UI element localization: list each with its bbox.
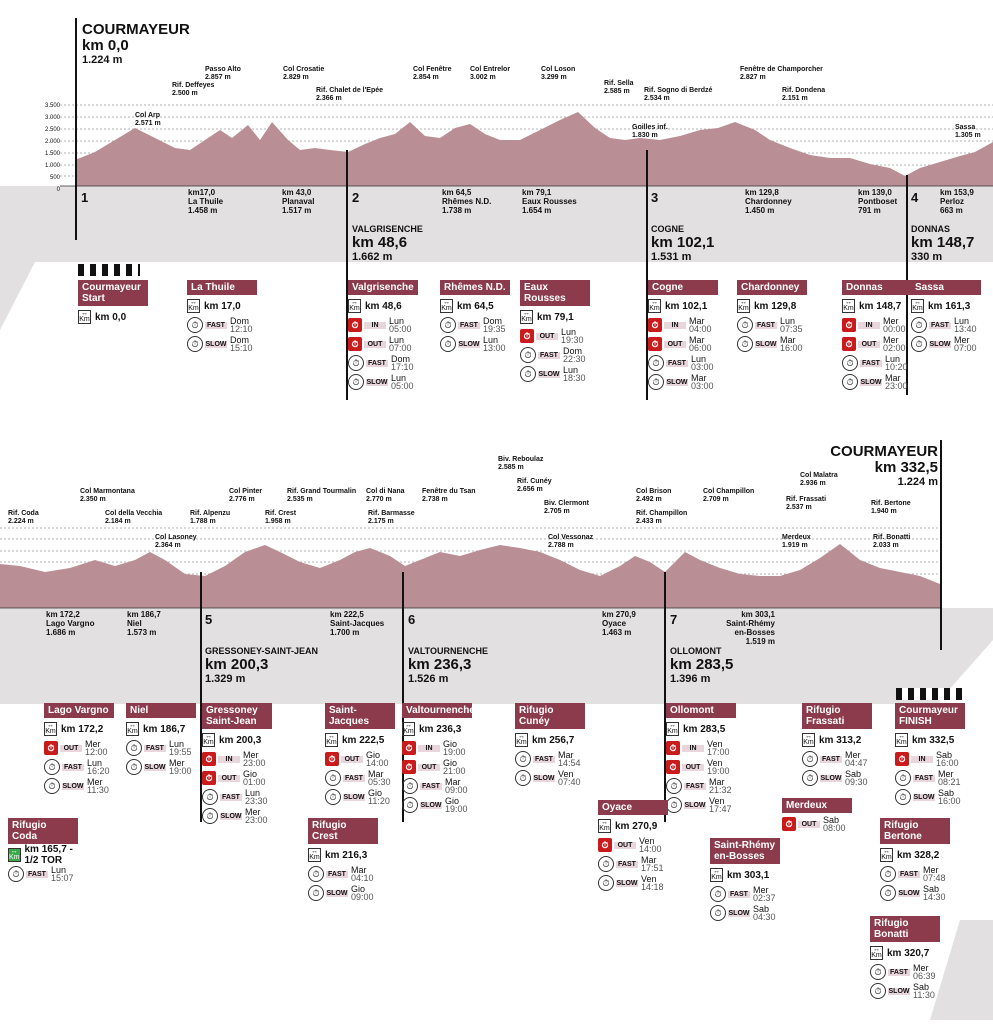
time-row: ⏱ SLOW Mar 23:00 xyxy=(842,374,912,390)
time-row: ⏱ FAST Dom 17:10 xyxy=(348,355,418,371)
checkpoint-title: Courmayeur Start xyxy=(78,280,148,306)
km-row: ↔ Km km 256,7 xyxy=(516,733,575,746)
stage-header: OLLOMONT km 283,5 1.396 m xyxy=(670,646,734,685)
time-row: ⏱ IN Gio 19:00 xyxy=(402,740,472,756)
stopwatch-icon: ⏱ xyxy=(520,366,536,382)
time-row: ⏱ FAST Lun 03:00 xyxy=(648,355,718,371)
distance-icon: ↔ Km xyxy=(649,299,660,312)
peak-label: Rif. Crest 1.958 m xyxy=(265,510,297,525)
checkpoint-card xyxy=(325,703,395,805)
stopwatch-icon: ⏱ xyxy=(666,797,682,813)
checkpoint-title: Niel xyxy=(126,703,196,718)
time-row: ⏱ SLOW Lun 18:30 xyxy=(520,366,590,382)
time-row: ⏱ OUT Gio 01:00 xyxy=(202,770,272,786)
checkpoint-card xyxy=(348,280,418,390)
time-row: ⏱ OUT Gio 21:00 xyxy=(402,759,472,775)
time-row: ⏱ SLOW Lun 05:00 xyxy=(348,374,418,390)
place-label: km 139,0 Pontboset 791 m xyxy=(858,188,898,215)
time-row: ⏱ FAST Lun 07:35 xyxy=(737,317,807,333)
peak-label: Rif. Dondena 2.151 m xyxy=(782,87,826,102)
checkpoint-title: Saint-Rhémy en-Bosses xyxy=(710,838,780,864)
peak-label: Rif. Sogno di Berdzé 2.534 m xyxy=(644,87,713,102)
time-row: ⏱ IN Ven 17:00 xyxy=(666,740,736,756)
stopwatch-icon: ⏱ xyxy=(308,885,324,901)
stopwatch-icon: ⏱ xyxy=(895,770,911,786)
time-row: ⏱ IN Mer 23:00 xyxy=(202,751,272,767)
checkpoint-title: Merdeux xyxy=(782,798,852,813)
stopwatch-icon: ⏱ xyxy=(187,317,203,333)
finish-flag xyxy=(896,688,962,700)
start-header: COURMAYEUR km 0,0 1.224 m xyxy=(82,21,190,66)
checkpoint-title: Lago Vargno xyxy=(44,703,114,718)
time-row: ⏱ FAST Dom 12:10 xyxy=(187,317,257,333)
checkpoint-title: Gressoney Saint-Jean xyxy=(202,703,272,729)
checkpoint-title: Valgrisenche xyxy=(348,280,418,295)
time-row: ⏱ FAST Dom 19:35 xyxy=(440,317,510,333)
peak-label: Rif. Cunéy 2.656 m xyxy=(517,478,552,493)
barrier-icon: ⏱ xyxy=(402,741,416,755)
peak-label: Col Champillon 2.709 m xyxy=(703,488,755,503)
stage-band-top xyxy=(0,186,993,262)
peak-label: Col Marmontana 2.350 m xyxy=(80,488,135,503)
stopwatch-icon: ⏱ xyxy=(402,797,418,813)
peak-label: Col Fenêtre 2.854 m xyxy=(413,66,452,81)
stage-band-top-tail xyxy=(0,262,35,330)
km-row: ↔ Km km 0,0 xyxy=(79,310,127,323)
barrier-icon: ⏱ xyxy=(782,817,796,831)
time-row: ⏱ FAST Mer 04:47 xyxy=(802,751,872,767)
distance-icon: ↔ Km xyxy=(309,848,320,861)
checkpoint-card xyxy=(802,703,872,786)
time-row: ⏱ FAST Mar 14:54 xyxy=(515,751,585,767)
distance-icon: ↔ Km xyxy=(667,722,678,735)
checkpoint-card xyxy=(880,818,950,901)
distance-icon: ↔ Km xyxy=(188,299,199,312)
km-row: ↔ Km km 165,7 - 1/2 TOR xyxy=(9,844,73,866)
place-label: km 222,5 Saint-Jacques 1.700 m xyxy=(330,610,385,637)
checkpoint-title: Rifugio Cunéy xyxy=(515,703,585,729)
stopwatch-icon: ⏱ xyxy=(325,770,341,786)
barrier-icon: ⏱ xyxy=(325,752,339,766)
stopwatch-icon: ⏱ xyxy=(348,374,364,390)
barrier-icon: ⏱ xyxy=(842,337,856,351)
time-row: ⏱ FAST Mer 02:37 xyxy=(710,886,780,902)
time-row: ⏱ IN Mer 00:00 xyxy=(842,317,912,333)
distance-icon: ↔ Km xyxy=(79,310,90,323)
stage-number: 2 xyxy=(352,190,360,205)
checkpoint-title: Cogne xyxy=(648,280,718,295)
checkpoint-card xyxy=(710,838,780,921)
time-row: ⏱ SLOW Sab 09:30 xyxy=(802,770,872,786)
place-label: km 186,7 Niel 1.573 m xyxy=(127,610,161,637)
stage-number: 1 xyxy=(81,190,89,205)
time-row: ⏱ SLOW Mar 16:00 xyxy=(737,336,807,352)
km-row: ↔ Km km 328,2 xyxy=(881,848,940,861)
time-row: ⏱ SLOW Ven 14:18 xyxy=(598,875,668,891)
peak-label: Goilles inf. 1.830 m xyxy=(632,124,668,139)
barrier-icon: ⏱ xyxy=(348,318,362,332)
place-label: km17,0 La Thuile 1.458 m xyxy=(188,188,224,215)
peak-label: Biv. Reboulaz 2.585 m xyxy=(498,456,544,471)
peak-label: Rif. Alpenzu 1.788 m xyxy=(190,510,231,525)
km-row: ↔ Km km 148,7 xyxy=(843,299,902,312)
time-row: ⏱ FAST Lun 23:30 xyxy=(202,789,272,805)
peak-label: Col della Vecchia 2.184 m xyxy=(105,510,163,525)
stopwatch-icon: ⏱ xyxy=(440,317,456,333)
distance-icon: ↔ Km xyxy=(881,848,892,861)
barrier-icon: ⏱ xyxy=(842,318,856,332)
y-axis-ticks: 3.500 3.000 2.500 2.000 1.500 1.000 500 0 xyxy=(44,103,60,193)
peak-label: Col Entrelor 3.002 m xyxy=(470,66,511,81)
checkpoint-card xyxy=(202,703,272,824)
peak-label: Col Vessonaz 2.788 m xyxy=(548,534,594,549)
peak-label: Passo Alto 2.857 m xyxy=(205,66,241,81)
peak-label: Rif. Chalet de l'Epée 2.366 m xyxy=(316,87,384,102)
stage-header: COGNE km 102,1 1.531 m xyxy=(651,224,715,263)
stopwatch-icon: ⏱ xyxy=(648,374,664,390)
km-row: ↔ Km km 303,1 xyxy=(711,868,770,881)
time-row: ⏱ FAST Mar 09:00 xyxy=(402,778,472,794)
stage-header: VALTOURNENCHE km 236,3 1.526 m xyxy=(408,646,489,685)
time-row: ⏱ OUT Mer 12:00 xyxy=(44,740,114,756)
checkpoint-title: Rifugio Frassati xyxy=(802,703,872,729)
time-row: ⏱ OUT Sab 08:00 xyxy=(782,816,852,832)
km-row: ↔ Km km 236,3 xyxy=(403,722,462,735)
distance-icon: ↔ Km xyxy=(912,299,923,312)
distance-icon: ↔ Km xyxy=(896,733,907,746)
stopwatch-icon: ⏱ xyxy=(880,866,896,882)
checkpoint-title: Valtournenche xyxy=(402,703,472,718)
stopwatch-icon: ⏱ xyxy=(737,317,753,333)
stopwatch-icon: ⏱ xyxy=(44,778,60,794)
stopwatch-icon: ⏱ xyxy=(842,374,858,390)
km-row: ↔ Km km 17,0 xyxy=(188,299,241,312)
peak-label: Col Loson 3.299 m xyxy=(541,66,576,81)
stopwatch-icon: ⏱ xyxy=(911,317,927,333)
checkpoint-card xyxy=(782,798,852,832)
peak-label: Col Crosatie 2.829 m xyxy=(283,66,325,81)
peak-label: Rif. Bonatti 2.033 m xyxy=(873,534,911,549)
km-row: ↔ Km km 48,6 xyxy=(349,299,402,312)
distance-icon: ↔ Km xyxy=(203,733,214,746)
elevation-area-top xyxy=(75,112,993,186)
distance-icon: ↔ Km xyxy=(711,868,722,881)
stage-number: 6 xyxy=(408,612,416,627)
time-row: ⏱ SLOW Mer 07:00 xyxy=(911,336,981,352)
km-row: ↔ Km km 161,3 xyxy=(912,299,971,312)
km-row: ↔ Km km 186,7 xyxy=(127,722,186,735)
checkpoint-card xyxy=(44,703,114,794)
time-row: ⏱ SLOW Sab 14:30 xyxy=(880,885,950,901)
barrier-icon: ⏱ xyxy=(520,329,534,343)
distance-icon: ↔ Km xyxy=(9,848,20,861)
peak-label: Rif. Coda 2.224 m xyxy=(8,510,39,525)
stopwatch-icon: ⏱ xyxy=(666,778,682,794)
time-row: ⏱ FAST Lun 16:20 xyxy=(44,759,114,775)
time-row: ⏱ FAST Lun 15:07 xyxy=(8,866,78,882)
checkpoint-title: Chardonney xyxy=(737,280,807,295)
barrier-icon: ⏱ xyxy=(202,752,216,766)
checkpoint-title: Oyace xyxy=(598,800,668,815)
peak-label: Rif. Grand Tourmalin 2.535 m xyxy=(287,488,357,503)
place-label: km 79,1 Eaux Rousses 1.654 m xyxy=(522,188,577,215)
time-row: ⏱ SLOW Dom 15:10 xyxy=(187,336,257,352)
place-label: km 172,2 Lago Vargno 1.686 m xyxy=(46,610,95,637)
peak-label: Col Lasoney 2.364 m xyxy=(155,534,197,549)
checkpoint-title: Eaux Rousses xyxy=(520,280,590,306)
time-row: ⏱ SLOW Gio 09:00 xyxy=(308,885,378,901)
place-label: km 270,9 Oyace 1.463 m xyxy=(602,610,636,637)
peak-label: Fenêtre du Tsan 2.738 m xyxy=(422,488,476,503)
stage-number: 4 xyxy=(911,190,919,205)
time-row: ⏱ OUT Lun 19:30 xyxy=(520,328,590,344)
stopwatch-icon: ⏱ xyxy=(598,856,614,872)
time-row: ⏱ SLOW Lun 13:00 xyxy=(440,336,510,352)
stopwatch-icon: ⏱ xyxy=(202,808,218,824)
stopwatch-icon: ⏱ xyxy=(308,866,324,882)
stopwatch-icon: ⏱ xyxy=(520,347,536,363)
checkpoint-title: Rifugio Crest xyxy=(308,818,378,844)
time-row: ⏱ FAST Mar 05:30 xyxy=(325,770,395,786)
finish-header: COURMAYEUR km 332,5 1.224 m xyxy=(830,443,938,488)
place-label: km 43,0 Planaval 1.517 m xyxy=(282,188,315,215)
checkpoint-card xyxy=(402,703,475,814)
barrier-icon: ⏱ xyxy=(44,741,58,755)
checkpoint-card xyxy=(598,800,668,891)
time-row: ⏱ SLOW Mar 03:00 xyxy=(648,374,718,390)
distance-icon: ↔ Km xyxy=(403,722,414,735)
checkpoint-title: Rifugio Bertone xyxy=(880,818,950,844)
peak-label: Rif. Barmasse 2.175 m xyxy=(368,510,415,525)
checkpoint-card xyxy=(515,703,585,786)
checkpoint-title: Courmayeur FINISH xyxy=(895,703,965,729)
checkpoint-card xyxy=(126,703,196,775)
time-row: ⏱ SLOW Mer 23:00 xyxy=(202,808,272,824)
distance-icon: ↔ Km xyxy=(326,733,337,746)
peak-label: Merdeux 1.919 m xyxy=(782,534,811,549)
place-label: km 303,1 Saint-Rhémy en-Bosses 1.519 m xyxy=(726,610,775,646)
time-row: ⏱ FAST Mer 08:21 xyxy=(895,770,965,786)
distance-icon: ↔ Km xyxy=(843,299,854,312)
km-row: ↔ Km km 102,1 xyxy=(649,299,708,312)
checkpoint-card xyxy=(308,818,378,901)
stopwatch-icon: ⏱ xyxy=(802,770,818,786)
time-row: ⏱ FAST Mar 04:10 xyxy=(308,866,378,882)
peak-label: Rif. Frassati 2.537 m xyxy=(786,496,827,511)
time-row: ⏱ OUT Ven 14:00 xyxy=(598,837,668,853)
checkpoint-card xyxy=(666,703,736,813)
checkpoint-card xyxy=(187,280,257,352)
place-label: km 153,9 Perloz 663 m xyxy=(940,188,974,215)
stopwatch-icon: ⏱ xyxy=(8,866,24,882)
km-row: ↔ Km km 200,3 xyxy=(203,733,262,746)
place-label: km 64,5 Rhêmes N.D. 1.738 m xyxy=(442,188,492,215)
km-row: ↔ Km km 320,7 xyxy=(871,946,930,959)
time-row: ⏱ FAST Dom 22:30 xyxy=(520,347,590,363)
stopwatch-icon: ⏱ xyxy=(515,770,531,786)
stopwatch-icon: ⏱ xyxy=(842,355,858,371)
barrier-icon: ⏱ xyxy=(666,760,680,774)
stopwatch-icon: ⏱ xyxy=(880,885,896,901)
stage-number: 7 xyxy=(670,612,678,627)
distance-icon: ↔ Km xyxy=(803,733,814,746)
time-row: ⏱ SLOW Sab 04:30 xyxy=(710,905,780,921)
checkpoint-card xyxy=(648,280,718,390)
stopwatch-icon: ⏱ xyxy=(710,905,726,921)
km-row: ↔ Km km 64,5 xyxy=(441,299,494,312)
stopwatch-icon: ⏱ xyxy=(710,886,726,902)
time-row: ⏱ SLOW Gio 19:00 xyxy=(402,797,472,813)
stopwatch-icon: ⏱ xyxy=(187,336,203,352)
km-row: ↔ Km km 129,8 xyxy=(738,299,797,312)
peak-label: Sassa 1.305 m xyxy=(955,124,981,139)
time-row: ⏱ IN Sab 16:00 xyxy=(895,751,965,767)
time-row: ⏱ IN Lun 05:00 xyxy=(348,317,418,333)
stopwatch-icon: ⏱ xyxy=(402,778,418,794)
peak-label: Biv. Clermont 2.705 m xyxy=(544,500,589,515)
time-row: ⏱ SLOW Sab 16:00 xyxy=(895,789,965,805)
time-row: ⏱ FAST Mer 06:39 xyxy=(870,964,940,980)
peak-label: Rif. Sella 2.585 m xyxy=(604,80,634,95)
km-row: ↔ Km km 270,9 xyxy=(599,819,658,832)
time-row: ⏱ SLOW Mer 11:30 xyxy=(44,778,114,794)
stopwatch-icon: ⏱ xyxy=(126,740,142,756)
peak-label: Col Pinter 2.776 m xyxy=(229,488,263,503)
checkpoint-card xyxy=(870,916,940,999)
checkpoint-title: Saint-Jacques xyxy=(325,703,395,729)
km-row: ↔ Km km 283,5 xyxy=(667,722,726,735)
stopwatch-icon: ⏱ xyxy=(895,789,911,805)
km-row: ↔ Km km 332,5 xyxy=(896,733,955,746)
time-row: ⏱ FAST Lun 19:55 xyxy=(126,740,196,756)
time-row: ⏱ FAST Mar 21:32 xyxy=(666,778,736,794)
time-row: ⏱ OUT Lun 07:00 xyxy=(348,336,418,352)
time-row: ⏱ OUT Mer 02:00 xyxy=(842,336,912,352)
stage-header: DONNAS km 148,7 330 m xyxy=(911,224,975,263)
time-row: ⏱ OUT Mar 06:00 xyxy=(648,336,718,352)
distance-icon: ↔ Km xyxy=(738,299,749,312)
place-label: km 129,8 Chardonney 1.450 m xyxy=(745,188,792,215)
distance-icon: ↔ Km xyxy=(127,722,138,735)
distance-icon: ↔ Km xyxy=(441,299,452,312)
checkpoint-card xyxy=(440,280,510,352)
barrier-icon: ⏱ xyxy=(348,337,362,351)
stopwatch-icon: ⏱ xyxy=(44,759,60,775)
km-row: ↔ Km km 313,2 xyxy=(803,733,862,746)
stage-number: 5 xyxy=(205,612,213,627)
time-row: ⏱ FAST Lun 10:20 xyxy=(842,355,912,371)
distance-icon: ↔ Km xyxy=(349,299,360,312)
stopwatch-icon: ⏱ xyxy=(870,983,886,999)
time-row: ⏱ SLOW Ven 07:40 xyxy=(515,770,585,786)
distance-icon: ↔ Km xyxy=(521,310,532,323)
stopwatch-icon: ⏱ xyxy=(202,789,218,805)
checkpoint-card xyxy=(911,280,981,352)
checkpoint-card xyxy=(520,280,590,382)
barrier-icon: ⏱ xyxy=(598,838,612,852)
time-row: ⏱ OUT Gio 14:00 xyxy=(325,751,395,767)
stopwatch-icon: ⏱ xyxy=(515,751,531,767)
checkpoint-card xyxy=(78,280,148,325)
checkpoint-title: Donnas xyxy=(842,280,912,295)
peak-label: Rif. Bertone 1.940 m xyxy=(871,500,911,515)
checkpoint-title: Rhêmes N.D. xyxy=(440,280,510,295)
peak-label: Col Arp 2.571 m xyxy=(135,112,161,127)
time-row: ⏱ SLOW Gio 11:20 xyxy=(325,789,395,805)
stage-number: 3 xyxy=(651,190,659,205)
time-row: ⏱ FAST Lun 13:40 xyxy=(911,317,981,333)
km-row: ↔ Km km 216,3 xyxy=(309,848,368,861)
start-flag xyxy=(78,264,140,276)
barrier-icon: ⏱ xyxy=(202,771,216,785)
stopwatch-icon: ⏱ xyxy=(870,964,886,980)
checkpoint-card xyxy=(895,703,965,805)
time-row: ⏱ SLOW Mer 19:00 xyxy=(126,759,196,775)
peak-label: Rif. Champillon 2.433 m xyxy=(636,510,688,525)
stage-header: GRESSONEY-SAINT-JEAN km 200,3 1.329 m xyxy=(205,646,319,685)
barrier-icon: ⏱ xyxy=(895,752,909,766)
time-row: ⏱ SLOW Sab 11:30 xyxy=(870,983,940,999)
time-row: ⏱ IN Mar 04:00 xyxy=(648,317,718,333)
stopwatch-icon: ⏱ xyxy=(126,759,142,775)
checkpoint-title: Ollomont xyxy=(666,703,736,718)
barrier-icon: ⏱ xyxy=(648,337,662,351)
checkpoint-title: Rifugio Coda xyxy=(8,818,78,844)
stopwatch-icon: ⏱ xyxy=(648,355,664,371)
peak-label: Fenêtre de Champorcher 2.827 m xyxy=(740,66,823,81)
checkpoint-title: Sassa xyxy=(911,280,981,295)
time-row: ⏱ FAST Mar 17:51 xyxy=(598,856,668,872)
distance-icon: ↔ Km xyxy=(516,733,527,746)
km-row: ↔ Km km 79,1 xyxy=(521,310,574,323)
elevation-area-bottom xyxy=(0,544,940,608)
peak-label: Col di Nana 2.770 m xyxy=(366,488,405,503)
checkpoint-card xyxy=(8,818,78,882)
distance-icon: ↔ Km xyxy=(871,946,882,959)
time-row: ⏱ FAST Mer 07:48 xyxy=(880,866,950,882)
peak-label: Col Brison 2.492 m xyxy=(636,488,672,503)
time-row: ⏱ OUT Ven 19:00 xyxy=(666,759,736,775)
stopwatch-icon: ⏱ xyxy=(911,336,927,352)
barrier-icon: ⏱ xyxy=(402,760,416,774)
km-row: ↔ Km km 172,2 xyxy=(45,722,104,735)
stopwatch-icon: ⏱ xyxy=(325,789,341,805)
peak-label: Rif. Deffeyes 2.500 m xyxy=(172,82,215,97)
stage-header: VALGRISENCHE km 48,6 1.662 m xyxy=(352,224,423,263)
checkpoint-card xyxy=(842,280,912,390)
stopwatch-icon: ⏱ xyxy=(737,336,753,352)
time-row: ⏱ SLOW Ven 17:47 xyxy=(666,797,736,813)
stopwatch-icon: ⏱ xyxy=(802,751,818,767)
stopwatch-icon: ⏱ xyxy=(348,355,364,371)
checkpoint-title: La Thuile xyxy=(187,280,257,295)
distance-icon: ↔ Km xyxy=(599,819,610,832)
km-row: ↔ Km km 222,5 xyxy=(326,733,385,746)
stopwatch-icon: ⏱ xyxy=(598,875,614,891)
barrier-icon: ⏱ xyxy=(666,741,680,755)
checkpoint-title: Rifugio Bonatti xyxy=(870,916,940,942)
distance-icon: ↔ Km xyxy=(45,722,56,735)
checkpoint-card xyxy=(737,280,807,352)
stopwatch-icon: ⏱ xyxy=(440,336,456,352)
peak-label: Col Malatra 2.936 m xyxy=(800,472,838,487)
barrier-icon: ⏱ xyxy=(648,318,662,332)
